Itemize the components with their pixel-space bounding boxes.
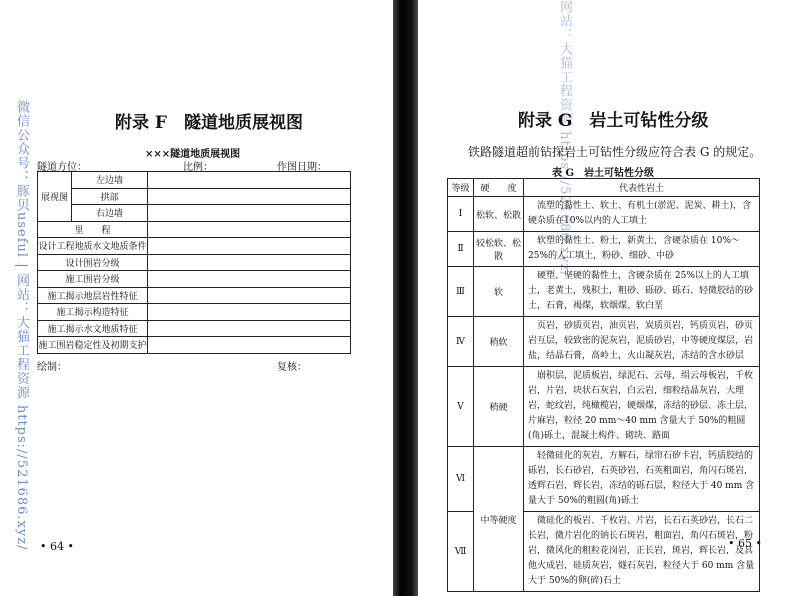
checked-by-label: 复核： bbox=[277, 362, 307, 373]
table-row bbox=[448, 367, 760, 447]
row-label: 左边墙 bbox=[72, 172, 148, 189]
description: 微硅化的板岩、千枚岩、片岩，长石石英砂岩，长石二长岩，微片岩化的钠长石斑岩，粗面岩，角闪石斑岩，粉岩，微风化的粗粒花岗岩，正长岩，斑岩，辉长岩，及其他火成岩，硅质灰岩，燧石灰岩，粒径大于 60 mm 含量大于 50%的卵(碎)石土 bbox=[524, 512, 760, 592]
row-label: 施工围岩分级 bbox=[38, 271, 148, 288]
appendix-g-title: 附录 G 岩土可钻性分级 bbox=[518, 111, 709, 131]
orientation-label: 隧道方位： bbox=[37, 162, 87, 173]
intro-text: 铁路隧道超前钻探岩土可钻性分级应符合表 G 的规定。 bbox=[468, 145, 762, 159]
cell bbox=[148, 337, 351, 354]
cell bbox=[148, 271, 351, 288]
row-label: 右边墙 bbox=[72, 205, 148, 222]
expand-label: 展视图 bbox=[38, 172, 72, 222]
table-row bbox=[448, 317, 760, 367]
watermark: 微信公众号：豚贝useful | 网站：大猫工程资源 https://521686.xyz/ bbox=[14, 100, 29, 551]
drillability-table bbox=[447, 178, 760, 592]
cell bbox=[148, 221, 351, 238]
hardness: 软 bbox=[474, 267, 524, 317]
hardness: 较松软、松散 bbox=[474, 232, 524, 267]
row-label: 设计工程地质水文地质条件 bbox=[38, 238, 148, 255]
scale-label: 比例： bbox=[183, 162, 213, 173]
table-title: 表 G 岩土可钻性分级 bbox=[552, 168, 655, 179]
description: 流塑的黏性土、软土、有机土(淤泥、泥炭、耕土)，含硬杂质在10%以内的人工填土 bbox=[524, 197, 760, 232]
table-row bbox=[448, 197, 760, 232]
appendix-f-title: 附录 F 隧道地质展视图 bbox=[115, 113, 303, 133]
header-rock: 代表性岩土 bbox=[524, 179, 760, 197]
cell bbox=[148, 304, 351, 321]
row-label: 施工揭示水文地质特征 bbox=[38, 320, 148, 337]
cell bbox=[148, 320, 351, 337]
form-title: ×××隧道地质展视图 bbox=[145, 149, 241, 160]
header-hardness: 硬 度 bbox=[474, 179, 524, 197]
table-row bbox=[448, 232, 760, 267]
cell bbox=[148, 205, 351, 222]
cell bbox=[148, 287, 351, 304]
hardness: 中等硬度 bbox=[474, 447, 524, 592]
book-spine bbox=[393, 0, 420, 596]
row-label: 里 程 bbox=[38, 221, 148, 238]
grade: Ⅱ bbox=[448, 232, 474, 267]
hardness: 松软、松散 bbox=[474, 197, 524, 232]
description: 硬塑、坚硬的黏性土，含硬杂质在 25%以上的人工填土，老黄土，残积土，粗砂、砾砂、砾石、轻微胶结的砂土，石膏，褐煤，软烟煤、软白垩 bbox=[524, 267, 760, 317]
row-label: 施工围岩稳定性及初期支护 bbox=[38, 337, 148, 354]
cell bbox=[148, 238, 351, 255]
geology-form-table bbox=[37, 171, 351, 354]
header-grade: 等级 bbox=[448, 179, 474, 197]
grade: Ⅰ bbox=[448, 197, 474, 232]
cell bbox=[148, 188, 351, 205]
grade: Ⅳ bbox=[448, 317, 474, 367]
left-page bbox=[0, 0, 395, 596]
grade: Ⅴ bbox=[448, 367, 474, 447]
description: 软塑的黏性土、粉土，新黄土，含硬杂质在 10%～25%的人工填土，粉砂、细砂、中砂 bbox=[524, 232, 760, 267]
date-label: 作图日期： bbox=[277, 162, 327, 173]
table-row bbox=[448, 447, 760, 512]
table-row bbox=[448, 267, 760, 317]
page-number: • 64 • bbox=[40, 540, 74, 553]
description: 页岩，砂质页岩，油页岩，炭质页岩，钙质页岩，砂页岩互层，较致密的泥灰岩，泥质砂岩，中等硬度煤层，岩盐，结晶石膏，高岭土，火山凝灰岩，冻结的含水砂层 bbox=[524, 317, 760, 367]
grade: Ⅶ bbox=[448, 512, 474, 592]
page-number: • 65 • bbox=[728, 537, 762, 550]
watermark: 网站：大猫工程资源 https://521686.xyz/ bbox=[557, 0, 572, 277]
hardness: 稍软 bbox=[474, 317, 524, 367]
hardness: 稍硬 bbox=[474, 367, 524, 447]
row-label: 施工揭示构造特征 bbox=[38, 304, 148, 321]
row-label: 设计围岩分级 bbox=[38, 254, 148, 271]
cell bbox=[148, 254, 351, 271]
row-label: 拱部 bbox=[72, 188, 148, 205]
drawn-by-label: 绘制： bbox=[37, 362, 67, 373]
grade: Ⅵ bbox=[448, 447, 474, 512]
description: 崩积层，泥质板岩，绿泥石、云母，绢云母板岩，千枚岩，片岩，块状石灰岩，白云岩，细粒结晶灰岩，大理岩，蛇纹岩，纯橄榄岩，硬烟煤，冻结的砂层、冻土层，片麻岩，粒径 20 mm～40 mm 含量大于 50%的粗圆(角)砾土，混凝土构件、砌块、路面 bbox=[524, 367, 760, 447]
row-label: 施工揭示地层岩性特征 bbox=[38, 287, 148, 304]
cell bbox=[148, 172, 351, 189]
description: 轻微硅化的灰岩，方解石，绿帘石矽卡岩，钙质胶结的砾岩，长石砂岩，石英砂岩，石英粗面岩，角闪石斑岩，透辉石岩，辉长岩，冻结的砾石层，粒径大于 40 mm 含量大于 50%的粗圆(角)砾土 bbox=[524, 447, 760, 512]
grade: Ⅲ bbox=[448, 267, 474, 317]
